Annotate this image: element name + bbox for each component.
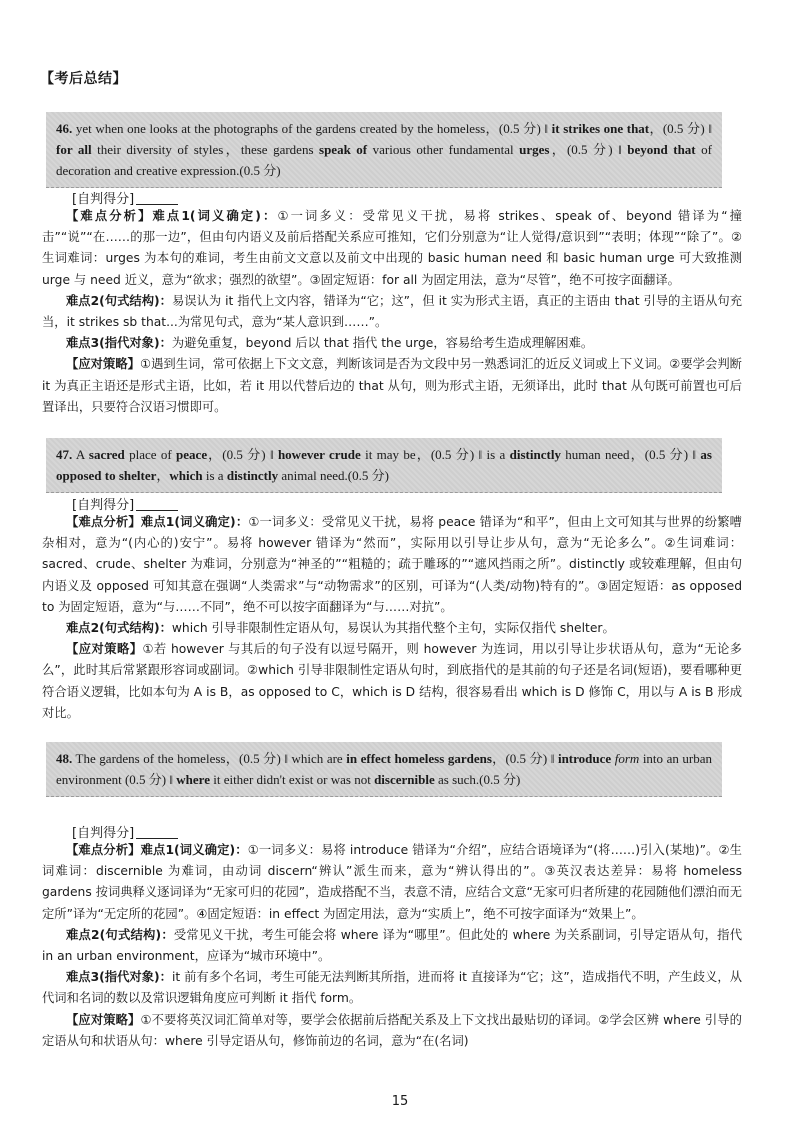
question-number: 48. bbox=[56, 751, 73, 766]
question-number: 46. bbox=[56, 121, 73, 136]
analysis-paragraph: 难点3(指代对象)：为避免重复，beyond 后以 that 指代 the urge，容易给考生造成理解困难。 bbox=[66, 336, 594, 351]
self-check-46: [自判得分] bbox=[72, 188, 178, 207]
analysis-paragraph: 【应对策略】①若 however 与其后的句子没有以逗号隔开，则 however 为连词，用以引导让步状语从句，意为“无论多么”，此时其后常紧跟形容词或副词。②which 引导非限制性定语从句时，到底指代的是其前的句子还是名词(短语)，要看哪种更符合语义逻辑，比如本句为 A is B，as opposed to C，which is D 结构，很容易看出 which is D 修饰 C，用以与 A is B 形成对比。 bbox=[42, 642, 742, 720]
question-46-box: 46. yet when one looks at the photographs of the gardens created by the homeless，(0.5 分) ‖ it strikes one that，(0.5 分) ‖ for all their diversity of styles，these gardens speak of various other fundamental urges，(0.5 分) ‖ beyond that of decoration and creative expression.(0.5 分) bbox=[46, 112, 722, 188]
analysis-paragraph: 【难点分析】难点1(词义确定)：①一词多义：受常见义干扰，易将 peace 错译为“和平”，但由上文可知其与世界的纷繁嘈杂相对，意为“(内心的)安宁”。易将 however 错译为“然而”，实际用以引导让步从句，意为“无论多么”。②生词难词：sacred、crude、shelter 为难词，分别意为“神圣的”“粗糙的；疏于雕琢的”“遮风挡雨之所”。distinctly 或较难理解，但由句内语义及 opposed 可知其意在强调“人类需求”与“动物需求”的区别，可译为“(人类/动物)特有的”。③固定短语：as opposed to 为固定短语，意为“与……不同”，绝不可以按字面翻译为“与……对抗”。 bbox=[42, 515, 742, 614]
self-check-47: [自判得分] bbox=[72, 494, 178, 513]
score-blank bbox=[136, 204, 178, 205]
analysis-47 bbox=[42, 512, 742, 724]
analysis-paragraph: 【难点分析】难点1(词义确定)：①一词多义：易将 introduce 错译为“介绍”，应结合语境译为“(将……)引入(某地)”。②生词难词：discernible 为难词，由动词 discern“辨认”派生而来，意为“辨认得出的”。③英汉表达差异：易将 homeless gardens 按词典释义逐词译为“无家可归的花园”，造成搭配不当，表意不清，应结合文意“无家可归者所建的花园随他们漂泊而无定所”译为“无定所的花园”。④固定短语：in effect 为固定用法，意为“实质上”，绝不可按字面译为“效果上”。 bbox=[42, 843, 742, 921]
analysis-paragraph: 难点2(句式结构)：受常见义干扰，考生可能会将 where 译为“哪里”。但此处的 where 为关系副词，引导定语从句，指代 in an urban environment，应译为“城市环境中”。 bbox=[42, 927, 742, 964]
question-47-box: 47. A sacred place of peace，(0.5 分) ‖ however crude it may be，(0.5 分) ‖ is a distinctly human need，(0.5 分) ‖ as opposed to shelter，which is a distinctly animal need.(0.5 分) bbox=[46, 438, 722, 493]
analysis-paragraph: 【应对策略】①遇到生词，常可依据上下文文意，判断该词是否为文段中另一熟悉词汇的近反义词或上下义词。②要学会判断 it 为真正主语还是形式主语，比如，若 it 用以代替后边的 that 从句，则为形式主语，无须译出，此时 that 从句既可前置也可后置译出，只要符合汉语习惯即可。 bbox=[42, 357, 742, 414]
section-title: 【考后总结】 bbox=[40, 71, 127, 87]
analysis-paragraph: 难点3(指代对象)：it 前有多个名词，考生可能无法判断其所指，进而将 it 直接译为“它；这”，造成指代不明，产生歧义，从代词和名词的数以及常识逻辑角度应可判断 it 指代 form。 bbox=[42, 970, 743, 1006]
score-blank bbox=[136, 838, 178, 839]
self-check-48: [自判得分] bbox=[72, 822, 178, 841]
analysis-paragraph: 难点2(句式结构)：易误认为 it 指代上文内容，错译为“它；这”，但 it 实为形式主语，真正的主语由 that 引导的主语从句充当，it strikes sb that...为常见句式，意为“某人意识到……”。 bbox=[42, 293, 743, 330]
score-blank bbox=[136, 510, 178, 511]
analysis-paragraph: 【难点分析】难点1(词义确定)：①一词多义：受常见义干扰，易将 strikes、speak of、beyond 错译为“撞击”“说”“在……的那一边”，但由句内语义及前后搭配关系应可推知，它们分别意为“让人觉得/意识到”“表明；体现”“除了”。②生词难词：urges 为本句的难词，考生由前文文意以及前文中出现的 basic human need 和 basic human urge 可大致推测 urge 与 need 近义，意为“欲求；强烈的欲望”。③固定短语：for all 为固定用法，意为“尽管”，绝不可按字面翻译。 bbox=[42, 209, 742, 287]
page-number: 15 bbox=[391, 1094, 409, 1109]
analysis-paragraph: 难点2(句式结构)：which 引导非限制性定语从句，易误认为其指代整个主句，实际仅指代 shelter。 bbox=[66, 621, 615, 636]
analysis-48 bbox=[42, 840, 742, 1052]
question-number: 47. bbox=[56, 447, 73, 462]
analysis-46 bbox=[42, 206, 742, 418]
question-48-box: 48. The gardens of the homeless，(0.5 分) ‖ which are in effect homeless gardens，(0.5 分) ‖ introduce form into an urban environment (0.5 分) ‖ where it either didn't exist or was not discernible as such.(0.5 分) bbox=[46, 742, 722, 797]
analysis-paragraph: 【应对策略】①不要将英汉词汇简单对等，要学会依据前后搭配关系及上下文找出最贴切的译词。②学会区辨 where 引导的定语从句和状语从句：where 引导定语从句，修饰前边的名词，意为“在(名词) bbox=[42, 1012, 742, 1048]
